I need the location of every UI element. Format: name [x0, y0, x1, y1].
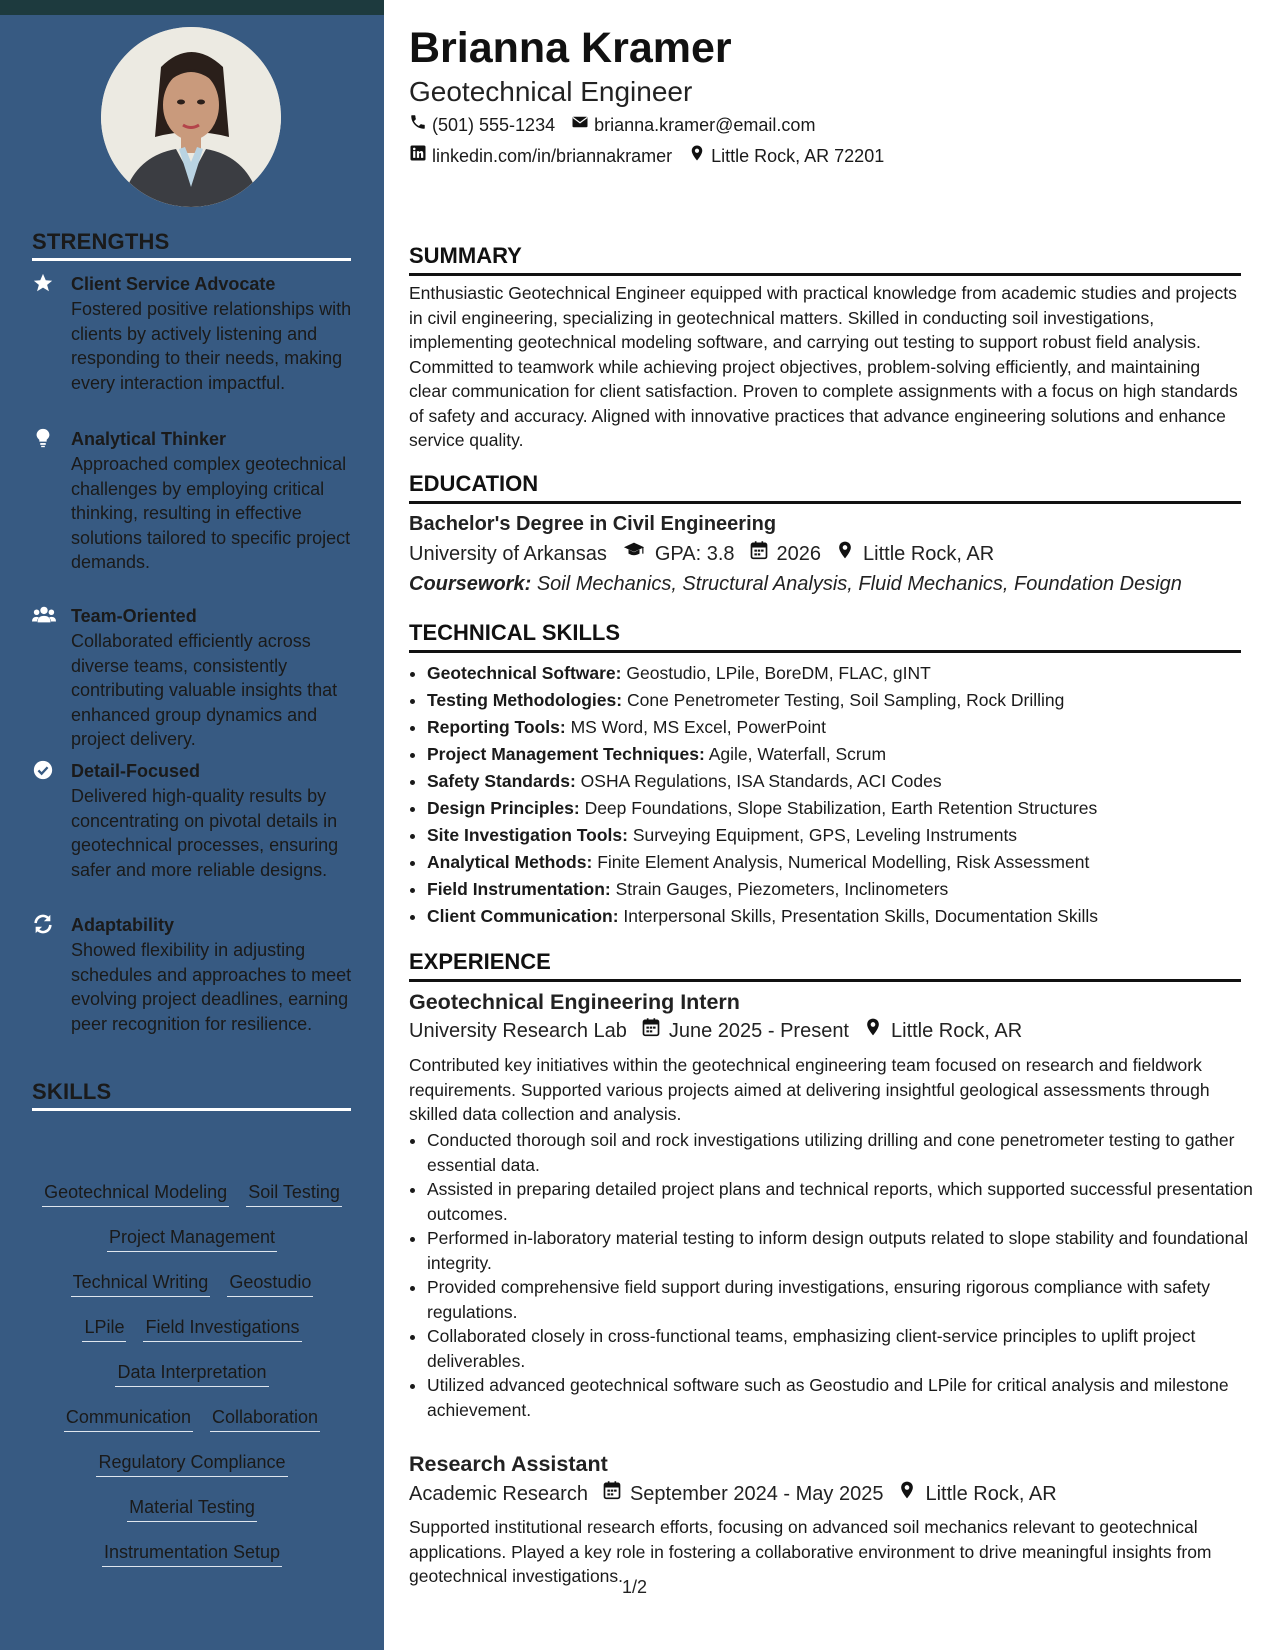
coursework-list: Soil Mechanics, Structural Analysis, Fluid Mechanics, Foundation Design [536, 573, 1182, 595]
linkedin-link[interactable]: linkedin.com/in/briannakramer [432, 146, 673, 166]
school-name: University of Arkansas [409, 543, 607, 565]
strength-description: Delivered high-quality results by concentrating on pivotal details in geotechnical processes, ensuring safer and more reliable designs. [71, 786, 339, 880]
job-title: Research Assistant [409, 1452, 608, 1476]
candidate-name: Brianna Kramer [409, 24, 732, 72]
list-item: • Assisted in preparing detailed project plans and technical reports, which supported successful presentation outcomes. [427, 1177, 1259, 1226]
coursework [409, 570, 1182, 598]
list-item: • Geotechnical Software: Geostudio, LPile, BoreDM, FLAC, gINT [427, 660, 1259, 687]
profile-photo [101, 27, 281, 207]
graduation-year: 2026 [776, 543, 822, 565]
education-meta [409, 539, 994, 569]
map-pin-icon [688, 144, 706, 168]
skill-tag: Geostudio [227, 1270, 313, 1297]
strength-item [32, 759, 352, 882]
refresh-icon [32, 913, 56, 937]
lightbulb-icon [32, 427, 56, 451]
skill-tag: Communication [64, 1405, 193, 1432]
job-meta [409, 1017, 1022, 1045]
summary-heading: SUMMARY [409, 243, 1241, 276]
strength-item [32, 913, 352, 1036]
skill-tag: Collaboration [210, 1405, 320, 1432]
envelope-icon [571, 113, 589, 137]
strength-title: Team-Oriented [71, 606, 197, 626]
map-pin-icon [897, 1480, 917, 1508]
skill-tag: Regulatory Compliance [96, 1450, 287, 1477]
job-summary: Supported institutional research efforts, focusing on advanced soil mechanics relevant to geotechnical applications. Played a key role in fostering a collaborative environment to drive meaningful insights from geotechnical investigations. [409, 1517, 1212, 1586]
strength-description: Collaborated efficiently across diverse teams, consistently contributing valuable insights that enhanced group dynamics and project delivery. [71, 631, 338, 749]
list-item: • Safety Standards: OSHA Regulations, ISA Standards, ACI Codes [427, 768, 1259, 795]
candidate-title: Geotechnical Engineer [409, 76, 693, 107]
job-dates: September 2024 - May 2025 [629, 1483, 884, 1505]
job-organization: Academic Research [409, 1483, 588, 1505]
skill-tag: Project Management [107, 1225, 277, 1252]
strength-title: Adaptability [71, 915, 175, 935]
star-icon [32, 272, 56, 296]
strength-item [32, 427, 352, 575]
coursework-label: Coursework: [409, 573, 532, 595]
list-item: • Utilized advanced geotechnical software such as Geostudio and LPile for critical analysis and milestone achievement. [427, 1373, 1259, 1422]
list-item: • Performed in-laboratory material testing to inform design outputs related to slope stability and foundational integrity. [427, 1226, 1259, 1275]
education-heading: EDUCATION [409, 471, 1241, 504]
strength-title: Detail-Focused [71, 761, 201, 781]
skill-tag: LPile [82, 1315, 126, 1342]
list-item: • Testing Methodologies: Cone Penetrometer Testing, Soil Sampling, Rock Drilling [427, 687, 1259, 714]
list-item: • Design Principles: Deep Foundations, Slope Stabilization, Earth Retention Structures [427, 795, 1259, 822]
list-item: • Collaborated closely in cross-functional teams, emphasizing client-service principles to uplift project deliverables. [427, 1324, 1259, 1373]
strength-title: Client Service Advocate [71, 274, 276, 294]
skill-tag: Field Investigations [143, 1315, 301, 1342]
list-item: • Site Investigation Tools: Surveying Equipment, GPS, Leveling Instruments [427, 822, 1259, 849]
experience-heading: EXPERIENCE [409, 949, 1241, 982]
contact-row [409, 113, 815, 137]
job-summary: Contributed key initiatives within the geotechnical engineering team focused on research and fieldwork requirements. Supported various projects aimed at delivering insightful geological assessments through skilled data collection and analysis. [409, 1055, 1210, 1124]
gpa-text: GPA: 3.8 [654, 543, 735, 565]
job-meta [409, 1480, 1057, 1508]
school-location: Little Rock, AR [863, 543, 995, 565]
calendar-icon [749, 540, 769, 568]
graduation-cap-icon [621, 539, 647, 569]
skill-tag: Geotechnical Modeling [42, 1180, 229, 1207]
strength-item [32, 272, 352, 395]
skill-tag: Instrumentation Setup [102, 1540, 282, 1567]
location-text: Little Rock, AR 72201 [711, 146, 885, 166]
job-location: Little Rock, AR [891, 1020, 1023, 1042]
strength-description: Showed flexibility in adjusting schedules and approaches to meet evolving project deadlines, earning peer recognition for resilience. [71, 940, 352, 1034]
job-bullets [409, 1128, 1259, 1422]
list-item: • Conducted thorough soil and rock investigations utilizing drilling and cone penetrometer testing to gather essential data. [427, 1128, 1259, 1177]
strength-title: Analytical Thinker [71, 429, 227, 449]
skills-list [32, 1180, 352, 1585]
list-item: • Analytical Methods: Finite Element Analysis, Numerical Modelling, Risk Assessment [427, 849, 1259, 876]
list-item: • Reporting Tools: MS Word, MS Excel, PowerPoint [427, 714, 1259, 741]
check-circle-icon [32, 759, 56, 783]
list-item: • Provided comprehensive field support during investigations, ensuring rigorous compliance with safety regulations. [427, 1275, 1259, 1324]
map-pin-icon [863, 1017, 883, 1045]
map-pin-icon [835, 540, 855, 568]
linkedin-icon [409, 144, 427, 168]
list-item: • Field Instrumentation: Strain Gauges, Piezometers, Inclinometers [427, 876, 1259, 903]
skills-heading: SKILLS [32, 1079, 351, 1111]
strength-description: Approached complex geotechnical challenges by employing critical thinking, resulting in effective solutions tailored to specific project demands. [71, 454, 351, 572]
job-title: Geotechnical Engineering Intern [409, 990, 740, 1014]
skill-tag: Technical Writing [71, 1270, 211, 1297]
job-organization: University Research Lab [409, 1020, 627, 1042]
list-item: • Client Communication: Interpersonal Skills, Presentation Skills, Documentation Skills [427, 903, 1259, 930]
skill-tag: Data Interpretation [115, 1360, 268, 1387]
page-number: 1/2 [622, 1577, 648, 1597]
strength-description: Fostered positive relationships with clients by actively listening and responding to their needs, making every interaction impactful. [71, 299, 352, 393]
sidebar-top-bar [0, 0, 384, 15]
technical-skills-list [409, 660, 1259, 930]
strength-item [32, 604, 352, 752]
degree-title: Bachelor's Degree in Civil Engineering [409, 513, 777, 535]
phone-icon [409, 113, 427, 137]
skill-tag: Material Testing [127, 1495, 257, 1522]
avatar [101, 27, 281, 207]
list-item: • Project Management Techniques: Agile, Waterfall, Scrum [427, 741, 1259, 768]
calendar-icon [602, 1480, 622, 1508]
job-location: Little Rock, AR [925, 1483, 1057, 1505]
email-link[interactable]: brianna.kramer@email.com [594, 115, 816, 135]
skill-tag: Soil Testing [246, 1180, 342, 1207]
summary-text: Enthusiastic Geotechnical Engineer equipped with practical knowledge from academic studies and projects in civil engineering, specializing in geotechnical matters. Skilled in conducting soil investigations, implementing geotechnical modeling software, and carrying out testing to support robust field analysis. Committed to teamwork while achieving project objectives, problem-solving efficiently, and maintaining clear communication for client satisfaction. Proven to complete assignments with a focus on high standards of safety and accuracy. Aligned with innovative practices that advance engineering solutions and enhance service quality. [409, 283, 1238, 450]
users-icon [32, 604, 56, 628]
strengths-heading: STRENGTHS [32, 229, 351, 261]
job-dates: June 2025 - Present [668, 1020, 849, 1042]
calendar-icon [641, 1017, 661, 1045]
phone-number[interactable]: (501) 555-1234 [432, 115, 556, 135]
contact-row [409, 144, 884, 168]
technical-skills-heading: TECHNICAL SKILLS [409, 620, 1241, 653]
